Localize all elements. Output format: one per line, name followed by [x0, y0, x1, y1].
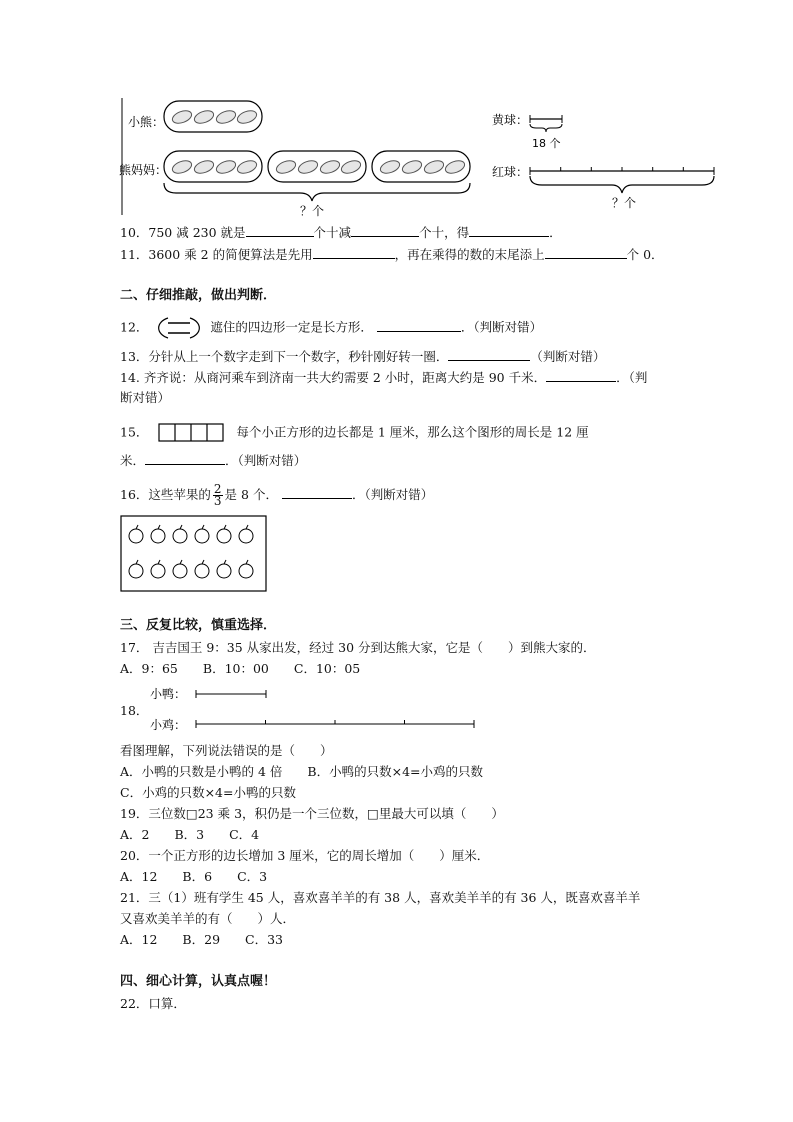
section-2-heading: 二、仔细推敲，做出判断． [120, 288, 277, 303]
yellow-brace [530, 124, 562, 132]
corn-icon [275, 158, 298, 175]
q10-blank-2[interactable] [351, 224, 419, 237]
q13-answer-blank[interactable] [448, 348, 530, 361]
question-18-number: 18． [120, 703, 149, 718]
corn-icon [171, 108, 194, 125]
question-15-cont: 米． ．（判断对错） [120, 453, 307, 468]
q16-answer-blank[interactable] [282, 486, 352, 499]
four-squares-figure [158, 422, 226, 444]
question-21-cont: 又喜欢美羊羊的有（ ）人． [120, 911, 296, 926]
q10-blank-3[interactable] [469, 224, 549, 237]
apples-figure [120, 514, 270, 594]
mama-brace [164, 183, 470, 201]
corn-icon [236, 158, 259, 175]
question-14: 14. 齐齐说：从商河乘车到济南一共大约需要 2 小时，距离大约是 90 千米． ．（判 [120, 370, 648, 385]
section-4-heading: 四、细心计算，认真点喔！ [120, 974, 277, 989]
top-diagrams [0, 0, 793, 230]
corn-icon [379, 158, 402, 175]
question-12: 12． 遮住的四边形一定是长方形． ．（判断对错） [120, 316, 542, 340]
yellow-ball-value: 18 个 [532, 137, 561, 150]
q11-blank-1[interactable] [313, 246, 395, 259]
apple-icon [151, 560, 165, 578]
corn-icon [215, 108, 238, 125]
question-21: 21．三（1）班有学生 45 人，喜欢喜羊羊的有 38 人，喜欢美羊羊的有 36 人，既喜欢喜羊羊 [120, 890, 641, 905]
corn-icon [171, 158, 194, 175]
corn-total-label: ？个 [300, 204, 325, 218]
apple-icon [195, 560, 209, 578]
duck-label: 小鸭： [150, 687, 187, 701]
apple-icon [195, 525, 209, 543]
q14-answer-blank[interactable] [546, 369, 616, 382]
question-11: 11．3600 乘 2 的简便算法是先用 ，再在乘得的数的末尾添上 个 0． [120, 247, 664, 262]
question-19: 19．三位数□23 乘 3，积仍是一个三位数，□里最大可以填（ ） [120, 806, 504, 821]
q10-blank-1[interactable] [246, 224, 314, 237]
bear-label: 小熊： [128, 115, 165, 129]
question-10: 10．750 减 230 就是 个十减 个十，得 ． [120, 225, 562, 240]
red-total-label: ？个 [612, 196, 637, 210]
question-17-options: A．9：65 B．10：00 C．10：05 [120, 661, 361, 676]
corn-icon [193, 158, 216, 175]
corn-icon [193, 108, 216, 125]
corn-icon-row [171, 108, 259, 125]
apple-icon [151, 525, 165, 543]
apple-icon [173, 560, 187, 578]
corn-icon [423, 158, 446, 175]
corn-icon [401, 158, 424, 175]
red-brace [530, 176, 714, 193]
mama-label: 熊妈妈： [119, 163, 168, 177]
duck-chick-diagram [148, 684, 478, 736]
question-17: 17． 吉吉国王 9：35 从家出发，经过 30 分到达熊大家，它是（ ）到熊大家的． [120, 640, 596, 655]
fraction-two-thirds: $\frac{2}{3}$ [213, 482, 222, 508]
apple-icon [217, 525, 231, 543]
apple-icon [239, 560, 253, 578]
question-13: 13．分针从上一个数字走到下一个数字，秒针刚好转一圈． （判断对错） [120, 349, 606, 364]
chick-label: 小鸡： [150, 718, 187, 732]
ball-diagram [492, 112, 714, 210]
apple-icons [129, 525, 253, 578]
covered-quadrilateral-icon [156, 316, 202, 340]
question-16: 16．这些苹果的 $\frac{2}{3}$ 是 8 个． ．（判断对错） [120, 482, 434, 508]
corn-diagram [119, 98, 470, 218]
section-3-heading: 三、反复比较，慎重选择． [120, 618, 277, 633]
question-19-options: A．2 B．3 C．4 [120, 827, 260, 842]
apple-icon [239, 525, 253, 543]
question-21-options: A．12 B．29 C．33 [120, 932, 283, 947]
apple-icon [217, 560, 231, 578]
question-18-text: 看图理解，下列说法错误的是（ ） [120, 743, 333, 758]
question-20-options: A．12 B．6 C．3 [120, 869, 268, 884]
question-18-options-ab: A．小鸭的只数是小鸭的 4 倍 B．小鸭的只数×4=小鸡的只数 [120, 764, 484, 779]
yellow-ball-label: 黄球： [492, 113, 529, 127]
corn-icon [236, 108, 259, 125]
q12-answer-blank[interactable] [377, 319, 461, 332]
question-22: 22．口算． [120, 996, 186, 1011]
question-18-option-c: C．小鸡的只数×4=小鸭的只数 [120, 785, 296, 800]
question-14-cont: 断对错） [120, 390, 171, 405]
question-20: 20．一个正方形的边长增加 3 厘米，它的周长增加（ ）厘米． [120, 848, 490, 863]
q15-answer-blank[interactable] [145, 452, 225, 465]
question-15: 15． 每个小正方形的边长都是 1 厘米，那么这个图形的周长是 12 厘 [120, 422, 589, 444]
corn-icon [444, 158, 467, 175]
corn-icon [340, 158, 363, 175]
red-ball-label: 红球： [492, 165, 529, 179]
corn-icon [319, 158, 342, 175]
corn-icon [297, 158, 320, 175]
apple-icon [129, 560, 143, 578]
apple-icon [129, 525, 143, 543]
apple-icon [173, 525, 187, 543]
corn-icon [215, 158, 238, 175]
q11-blank-2[interactable] [545, 246, 627, 259]
